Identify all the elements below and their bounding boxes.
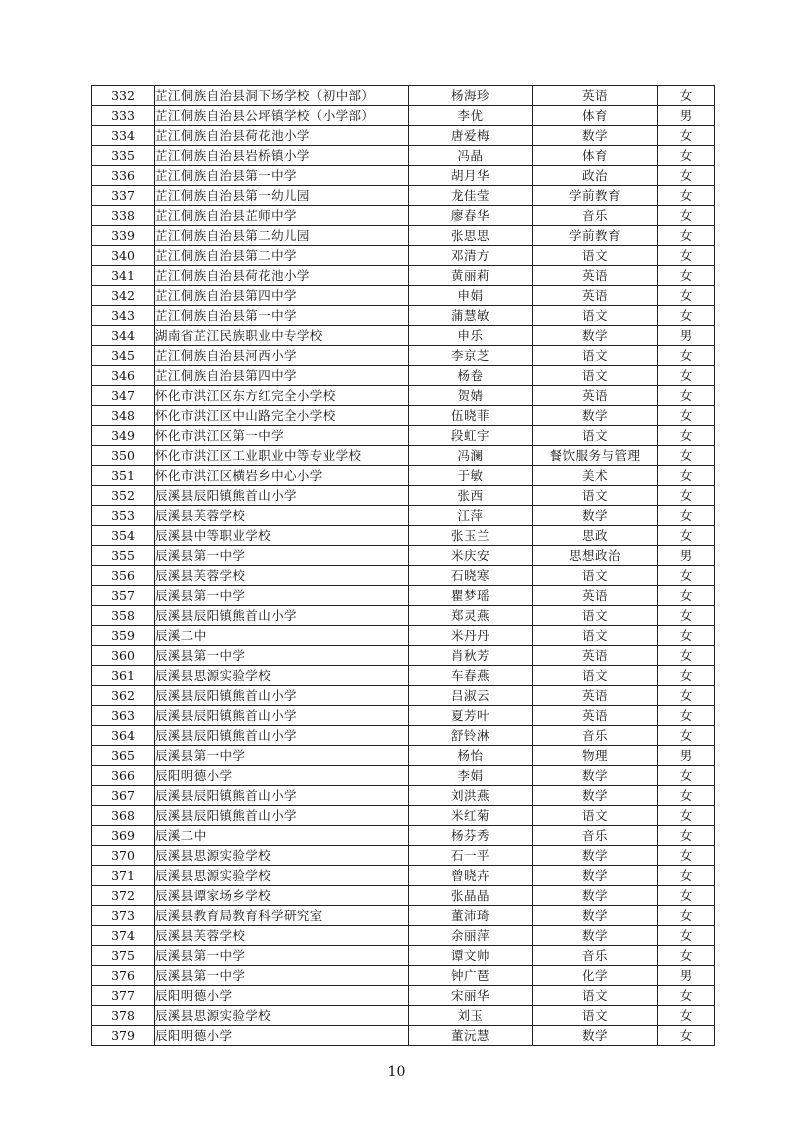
teacher-name-cell: 龙佳莹 xyxy=(409,186,533,206)
teacher-name-cell: 张晶晶 xyxy=(409,886,533,906)
gender-cell: 女 xyxy=(658,146,715,166)
row-number-cell: 361 xyxy=(92,666,155,686)
school-cell: 辰溪县第一中学 xyxy=(155,586,409,606)
row-number-cell: 378 xyxy=(92,1006,155,1026)
table-row xyxy=(92,166,715,186)
table-row xyxy=(92,246,715,266)
school-cell: 辰溪县辰阳镇熊首山小学 xyxy=(155,486,409,506)
gender-cell: 男 xyxy=(658,326,715,346)
teacher-name-cell: 申乐 xyxy=(409,326,533,346)
table-row xyxy=(92,886,715,906)
gender-cell: 女 xyxy=(658,626,715,646)
table-row xyxy=(92,626,715,646)
row-number-cell: 338 xyxy=(92,206,155,226)
school-cell: 辰溪县辰阳镇熊首山小学 xyxy=(155,786,409,806)
gender-cell: 女 xyxy=(658,1006,715,1026)
school-cell: 辰溪县辰阳镇熊首山小学 xyxy=(155,606,409,626)
teacher-name-cell: 胡月华 xyxy=(409,166,533,186)
table-row xyxy=(92,806,715,826)
gender-cell: 女 xyxy=(658,1026,715,1046)
subject-cell: 数学 xyxy=(533,886,658,906)
table-row xyxy=(92,146,715,166)
subject-cell: 语文 xyxy=(533,306,658,326)
teacher-name-cell: 夏芳叶 xyxy=(409,706,533,726)
teacher-name-cell: 钟广琶 xyxy=(409,966,533,986)
subject-cell: 数学 xyxy=(533,1026,658,1046)
table-row xyxy=(92,546,715,566)
gender-cell: 女 xyxy=(658,706,715,726)
subject-cell: 英语 xyxy=(533,86,658,106)
gender-cell: 女 xyxy=(658,946,715,966)
gender-cell: 男 xyxy=(658,106,715,126)
gender-cell: 女 xyxy=(658,766,715,786)
gender-cell: 女 xyxy=(658,926,715,946)
subject-cell: 音乐 xyxy=(533,826,658,846)
table-row xyxy=(92,926,715,946)
school-cell: 芷江侗族自治县第四中学 xyxy=(155,286,409,306)
subject-cell: 英语 xyxy=(533,706,658,726)
school-cell: 芷江侗族自治县芷师中学 xyxy=(155,206,409,226)
school-cell: 辰溪县第一中学 xyxy=(155,946,409,966)
row-number-cell: 343 xyxy=(92,306,155,326)
teacher-name-cell: 石晓寒 xyxy=(409,566,533,586)
subject-cell: 体育 xyxy=(533,146,658,166)
table-row xyxy=(92,446,715,466)
gender-cell: 女 xyxy=(658,366,715,386)
subject-cell: 思政 xyxy=(533,526,658,546)
subject-cell: 数学 xyxy=(533,506,658,526)
table-row xyxy=(92,426,715,446)
table-row xyxy=(92,826,715,846)
table-row xyxy=(92,1006,715,1026)
school-cell: 辰溪县第一中学 xyxy=(155,966,409,986)
teacher-roster-table xyxy=(91,85,715,1046)
table-row xyxy=(92,966,715,986)
school-cell: 辰溪县思源实验学校 xyxy=(155,1006,409,1026)
school-cell: 辰溪县思源实验学校 xyxy=(155,846,409,866)
school-cell: 怀化市洪江区工业职业中等专业学校 xyxy=(155,446,409,466)
row-number-cell: 374 xyxy=(92,926,155,946)
teacher-name-cell: 邓清方 xyxy=(409,246,533,266)
table-row xyxy=(92,406,715,426)
gender-cell: 女 xyxy=(658,826,715,846)
school-cell: 辰溪县第一中学 xyxy=(155,746,409,766)
school-cell: 辰溪县中等职业学校 xyxy=(155,526,409,546)
school-cell: 怀化市洪江区中山路完全小学校 xyxy=(155,406,409,426)
teacher-name-cell: 冯澜 xyxy=(409,446,533,466)
page-number: 10 xyxy=(387,1064,406,1080)
teacher-name-cell: 郑灵燕 xyxy=(409,606,533,626)
row-number-cell: 345 xyxy=(92,346,155,366)
subject-cell: 数学 xyxy=(533,846,658,866)
teacher-name-cell: 车春燕 xyxy=(409,666,533,686)
table-row xyxy=(92,866,715,886)
teacher-name-cell: 李娟 xyxy=(409,766,533,786)
school-cell: 芷江侗族自治县公坪镇学校（小学部） xyxy=(155,106,409,126)
gender-cell: 女 xyxy=(658,606,715,626)
table-row xyxy=(92,786,715,806)
school-cell: 芷江侗族自治县第四中学 xyxy=(155,366,409,386)
gender-cell: 女 xyxy=(658,306,715,326)
teacher-name-cell: 杨怡 xyxy=(409,746,533,766)
gender-cell: 女 xyxy=(658,126,715,146)
row-number-cell: 354 xyxy=(92,526,155,546)
gender-cell: 女 xyxy=(658,406,715,426)
teacher-name-cell: 伍晓菲 xyxy=(409,406,533,426)
teacher-name-cell: 石一平 xyxy=(409,846,533,866)
table-row xyxy=(92,106,715,126)
school-cell: 芷江侗族自治县洞下场学校（初中部） xyxy=(155,86,409,106)
teacher-name-cell: 张西 xyxy=(409,486,533,506)
teacher-name-cell: 段虹宇 xyxy=(409,426,533,446)
table-row xyxy=(92,846,715,866)
subject-cell: 音乐 xyxy=(533,946,658,966)
teacher-name-cell: 江萍 xyxy=(409,506,533,526)
teacher-name-cell: 黄丽莉 xyxy=(409,266,533,286)
gender-cell: 女 xyxy=(658,886,715,906)
school-cell: 辰溪二中 xyxy=(155,626,409,646)
table-row xyxy=(92,986,715,1006)
row-number-cell: 334 xyxy=(92,126,155,146)
gender-cell: 女 xyxy=(658,686,715,706)
gender-cell: 女 xyxy=(658,566,715,586)
teacher-name-cell: 董沅慧 xyxy=(409,1026,533,1046)
school-cell: 芷江侗族自治县第二幼儿园 xyxy=(155,226,409,246)
teacher-name-cell: 米红菊 xyxy=(409,806,533,826)
gender-cell: 女 xyxy=(658,266,715,286)
gender-cell: 女 xyxy=(658,726,715,746)
subject-cell: 语文 xyxy=(533,606,658,626)
teacher-name-cell: 李优 xyxy=(409,106,533,126)
gender-cell: 女 xyxy=(658,246,715,266)
subject-cell: 语文 xyxy=(533,626,658,646)
subject-cell: 音乐 xyxy=(533,726,658,746)
subject-cell: 物理 xyxy=(533,746,658,766)
teacher-name-cell: 肖秋芳 xyxy=(409,646,533,666)
table-row xyxy=(92,726,715,746)
subject-cell: 学前教育 xyxy=(533,186,658,206)
school-cell: 辰溪县辰阳镇熊首山小学 xyxy=(155,726,409,746)
teacher-name-cell: 唐爱梅 xyxy=(409,126,533,146)
gender-cell: 女 xyxy=(658,786,715,806)
subject-cell: 语文 xyxy=(533,666,658,686)
subject-cell: 语文 xyxy=(533,1006,658,1026)
row-number-cell: 371 xyxy=(92,866,155,886)
row-number-cell: 355 xyxy=(92,546,155,566)
school-cell: 芷江侗族自治县第一中学 xyxy=(155,306,409,326)
row-number-cell: 369 xyxy=(92,826,155,846)
gender-cell: 女 xyxy=(658,186,715,206)
row-number-cell: 347 xyxy=(92,386,155,406)
teacher-name-cell: 曾晓卉 xyxy=(409,866,533,886)
school-cell: 芷江侗族自治县荷花池小学 xyxy=(155,126,409,146)
subject-cell: 数学 xyxy=(533,126,658,146)
school-cell: 辰阳明德小学 xyxy=(155,766,409,786)
gender-cell: 女 xyxy=(658,206,715,226)
teacher-name-cell: 李京芝 xyxy=(409,346,533,366)
row-number-cell: 348 xyxy=(92,406,155,426)
teacher-name-cell: 刘洪燕 xyxy=(409,786,533,806)
roster-sheet xyxy=(91,85,714,1046)
table-row xyxy=(92,666,715,686)
table-row xyxy=(92,1026,715,1046)
row-number-cell: 363 xyxy=(92,706,155,726)
teacher-name-cell: 杨芬秀 xyxy=(409,826,533,846)
teacher-name-cell: 廖春华 xyxy=(409,206,533,226)
gender-cell: 女 xyxy=(658,666,715,686)
school-cell: 芷江侗族自治县荷花池小学 xyxy=(155,266,409,286)
gender-cell: 女 xyxy=(658,226,715,246)
table-row xyxy=(92,186,715,206)
table-row xyxy=(92,226,715,246)
gender-cell: 女 xyxy=(658,466,715,486)
subject-cell: 餐饮服务与管理 xyxy=(533,446,658,466)
subject-cell: 音乐 xyxy=(533,206,658,226)
table-row xyxy=(92,586,715,606)
teacher-name-cell: 米丹丹 xyxy=(409,626,533,646)
teacher-name-cell: 余丽萍 xyxy=(409,926,533,946)
gender-cell: 女 xyxy=(658,86,715,106)
row-number-cell: 339 xyxy=(92,226,155,246)
table-row xyxy=(92,306,715,326)
gender-cell: 女 xyxy=(658,806,715,826)
table-row xyxy=(92,126,715,146)
school-cell: 辰溪县辰阳镇熊首山小学 xyxy=(155,706,409,726)
table-row xyxy=(92,566,715,586)
teacher-name-cell: 贺婧 xyxy=(409,386,533,406)
subject-cell: 英语 xyxy=(533,266,658,286)
table-row xyxy=(92,386,715,406)
table-row xyxy=(92,606,715,626)
gender-cell: 女 xyxy=(658,426,715,446)
school-cell: 辰溪县辰阳镇熊首山小学 xyxy=(155,686,409,706)
row-number-cell: 344 xyxy=(92,326,155,346)
row-number-cell: 376 xyxy=(92,966,155,986)
roster-body xyxy=(92,86,715,1046)
school-cell: 辰溪县第一中学 xyxy=(155,546,409,566)
subject-cell: 政治 xyxy=(533,166,658,186)
gender-cell: 女 xyxy=(658,586,715,606)
gender-cell: 女 xyxy=(658,866,715,886)
school-cell: 怀化市洪江区横岩乡中心小学 xyxy=(155,466,409,486)
table-row xyxy=(92,646,715,666)
row-number-cell: 337 xyxy=(92,186,155,206)
school-cell: 芷江侗族自治县河西小学 xyxy=(155,346,409,366)
subject-cell: 语文 xyxy=(533,346,658,366)
row-number-cell: 335 xyxy=(92,146,155,166)
school-cell: 辰溪县芙蓉学校 xyxy=(155,926,409,946)
subject-cell: 数学 xyxy=(533,326,658,346)
row-number-cell: 368 xyxy=(92,806,155,826)
row-number-cell: 356 xyxy=(92,566,155,586)
teacher-name-cell: 刘玉 xyxy=(409,1006,533,1026)
school-cell: 芷江侗族自治县岩桥镇小学 xyxy=(155,146,409,166)
school-cell: 辰溪县思源实验学校 xyxy=(155,866,409,886)
row-number-cell: 333 xyxy=(92,106,155,126)
gender-cell: 男 xyxy=(658,746,715,766)
teacher-name-cell: 瞿梦瑶 xyxy=(409,586,533,606)
row-number-cell: 377 xyxy=(92,986,155,1006)
row-number-cell: 364 xyxy=(92,726,155,746)
school-cell: 辰溪县辰阳镇熊首山小学 xyxy=(155,806,409,826)
subject-cell: 数学 xyxy=(533,926,658,946)
gender-cell: 女 xyxy=(658,846,715,866)
subject-cell: 数学 xyxy=(533,406,658,426)
row-number-cell: 341 xyxy=(92,266,155,286)
teacher-name-cell: 蒲慧敏 xyxy=(409,306,533,326)
gender-cell: 男 xyxy=(658,546,715,566)
subject-cell: 英语 xyxy=(533,286,658,306)
teacher-name-cell: 于敏 xyxy=(409,466,533,486)
table-row xyxy=(92,466,715,486)
table-row xyxy=(92,366,715,386)
table-row xyxy=(92,526,715,546)
row-number-cell: 349 xyxy=(92,426,155,446)
subject-cell: 数学 xyxy=(533,866,658,886)
school-cell: 辰溪县思源实验学校 xyxy=(155,666,409,686)
table-row xyxy=(92,266,715,286)
teacher-name-cell: 谭文帅 xyxy=(409,946,533,966)
gender-cell: 女 xyxy=(658,646,715,666)
subject-cell: 语文 xyxy=(533,806,658,826)
gender-cell: 女 xyxy=(658,906,715,926)
teacher-name-cell: 米庆安 xyxy=(409,546,533,566)
school-cell: 辰溪县芙蓉学校 xyxy=(155,506,409,526)
subject-cell: 美术 xyxy=(533,466,658,486)
row-number-cell: 359 xyxy=(92,626,155,646)
table-row xyxy=(92,326,715,346)
gender-cell: 女 xyxy=(658,526,715,546)
school-cell: 湖南省芷江民族职业中专学校 xyxy=(155,326,409,346)
table-row xyxy=(92,906,715,926)
table-row xyxy=(92,506,715,526)
table-row xyxy=(92,286,715,306)
teacher-name-cell: 申娟 xyxy=(409,286,533,306)
teacher-name-cell: 杨卷 xyxy=(409,366,533,386)
gender-cell: 男 xyxy=(658,966,715,986)
row-number-cell: 370 xyxy=(92,846,155,866)
row-number-cell: 362 xyxy=(92,686,155,706)
table-row xyxy=(92,206,715,226)
subject-cell: 英语 xyxy=(533,686,658,706)
school-cell: 芷江侗族自治县第一中学 xyxy=(155,166,409,186)
school-cell: 怀化市洪江区第一中学 xyxy=(155,426,409,446)
school-cell: 辰溪二中 xyxy=(155,826,409,846)
row-number-cell: 357 xyxy=(92,586,155,606)
row-number-cell: 358 xyxy=(92,606,155,626)
row-number-cell: 353 xyxy=(92,506,155,526)
table-row xyxy=(92,346,715,366)
row-number-cell: 375 xyxy=(92,946,155,966)
gender-cell: 女 xyxy=(658,286,715,306)
subject-cell: 语文 xyxy=(533,986,658,1006)
subject-cell: 英语 xyxy=(533,586,658,606)
teacher-name-cell: 冯晶 xyxy=(409,146,533,166)
teacher-name-cell: 张思思 xyxy=(409,226,533,246)
subject-cell: 语文 xyxy=(533,426,658,446)
subject-cell: 语文 xyxy=(533,246,658,266)
gender-cell: 女 xyxy=(658,386,715,406)
subject-cell: 化学 xyxy=(533,966,658,986)
school-cell: 芷江侗族自治县第一幼儿园 xyxy=(155,186,409,206)
table-row xyxy=(92,766,715,786)
table-row xyxy=(92,746,715,766)
school-cell: 辰溪县谭家场乡学校 xyxy=(155,886,409,906)
teacher-name-cell: 张玉兰 xyxy=(409,526,533,546)
row-number-cell: 365 xyxy=(92,746,155,766)
subject-cell: 语文 xyxy=(533,486,658,506)
school-cell: 辰阳明德小学 xyxy=(155,986,409,1006)
school-cell: 辰溪县教育局教育科学研究室 xyxy=(155,906,409,926)
row-number-cell: 367 xyxy=(92,786,155,806)
subject-cell: 语文 xyxy=(533,566,658,586)
gender-cell: 女 xyxy=(658,346,715,366)
subject-cell: 数学 xyxy=(533,766,658,786)
school-cell: 芷江侗族自治县第二中学 xyxy=(155,246,409,266)
school-cell: 怀化市洪江区东方红完全小学校 xyxy=(155,386,409,406)
subject-cell: 英语 xyxy=(533,386,658,406)
row-number-cell: 342 xyxy=(92,286,155,306)
row-number-cell: 332 xyxy=(92,86,155,106)
row-number-cell: 360 xyxy=(92,646,155,666)
row-number-cell: 373 xyxy=(92,906,155,926)
row-number-cell: 351 xyxy=(92,466,155,486)
gender-cell: 女 xyxy=(658,506,715,526)
gender-cell: 女 xyxy=(658,446,715,466)
table-row xyxy=(92,686,715,706)
school-cell: 辰阳明德小学 xyxy=(155,1026,409,1046)
teacher-name-cell: 杨海珍 xyxy=(409,86,533,106)
row-number-cell: 366 xyxy=(92,766,155,786)
subject-cell: 数学 xyxy=(533,906,658,926)
teacher-name-cell: 吕淑云 xyxy=(409,686,533,706)
subject-cell: 英语 xyxy=(533,646,658,666)
table-row xyxy=(92,946,715,966)
gender-cell: 女 xyxy=(658,986,715,1006)
teacher-name-cell: 宋丽华 xyxy=(409,986,533,1006)
school-cell: 辰溪县第一中学 xyxy=(155,646,409,666)
row-number-cell: 340 xyxy=(92,246,155,266)
row-number-cell: 352 xyxy=(92,486,155,506)
row-number-cell: 372 xyxy=(92,886,155,906)
teacher-name-cell: 董沛琦 xyxy=(409,906,533,926)
table-row xyxy=(92,706,715,726)
row-number-cell: 336 xyxy=(92,166,155,186)
row-number-cell: 379 xyxy=(92,1026,155,1046)
subject-cell: 思想政治 xyxy=(533,546,658,566)
table-row xyxy=(92,486,715,506)
gender-cell: 女 xyxy=(658,486,715,506)
row-number-cell: 346 xyxy=(92,366,155,386)
subject-cell: 数学 xyxy=(533,786,658,806)
subject-cell: 学前教育 xyxy=(533,226,658,246)
subject-cell: 体育 xyxy=(533,106,658,126)
teacher-name-cell: 舒铃淋 xyxy=(409,726,533,746)
gender-cell: 女 xyxy=(658,166,715,186)
subject-cell: 语文 xyxy=(533,366,658,386)
school-cell: 辰溪县芙蓉学校 xyxy=(155,566,409,586)
row-number-cell: 350 xyxy=(92,446,155,466)
table-row xyxy=(92,86,715,106)
